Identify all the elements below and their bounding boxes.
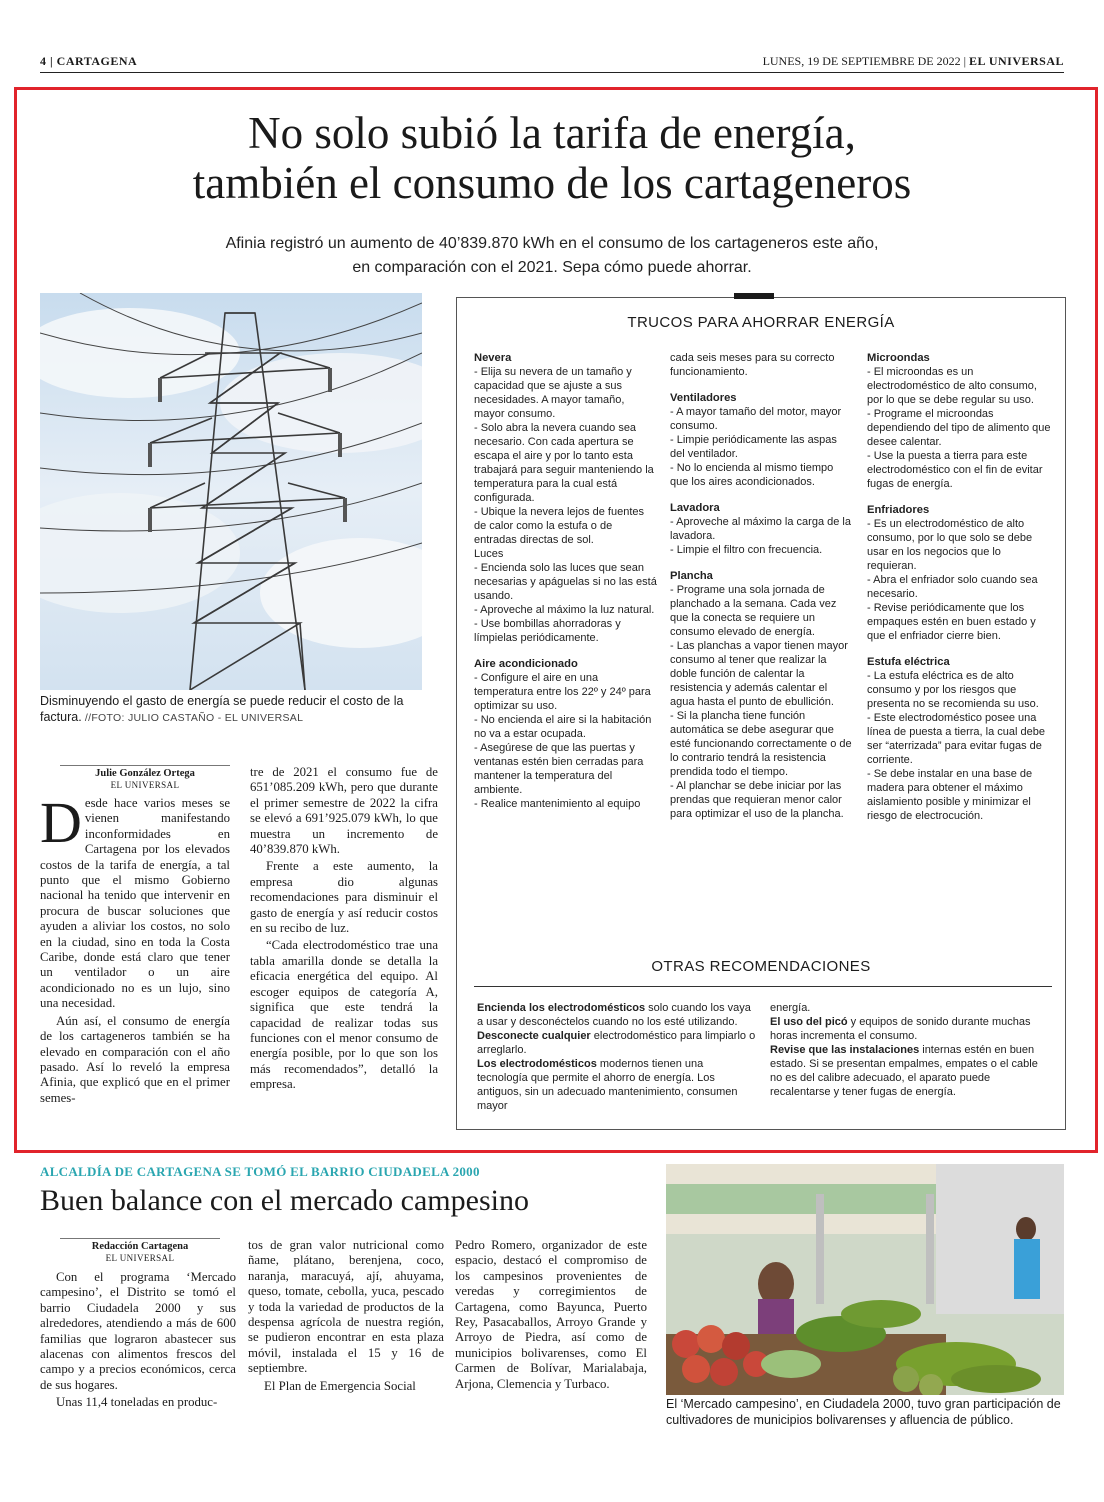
tip-item: - No encienda el aire si la habitación no va a estar ocupada. xyxy=(474,714,652,740)
other-recommendations-title: OTRAS RECOMENDACIONES xyxy=(651,958,871,975)
author-publication: EL UNIVERSAL xyxy=(105,1253,175,1263)
tip-heading: Ventiladores xyxy=(670,392,737,404)
tip-item: - La estufa eléctrica es de alto consumo y por los riesgos que presenta no se recomienda su uso. xyxy=(867,670,1039,710)
power-tower-photo xyxy=(40,293,422,690)
article-paragraph: El Plan de Emergencia Social xyxy=(264,1378,416,1393)
second-article-column-2 xyxy=(248,1238,444,1396)
recommendation-lead: El uso del picó xyxy=(770,1016,848,1028)
tip-item: - Programe una sola jornada de planchado a la semana. Cada vez que la conecta se requiere un consumo elevado de energía. xyxy=(670,584,837,638)
newspaper-name: EL UNIVERSAL xyxy=(968,54,1064,68)
article-paragraph: tre de 2021 el consumo fue de 651’085.209 kWh, pero que durante el primer semestre de 2022 la cifra se elevó a 691’925.079 kWh, lo que muestra un incremento de 40’839.870 kWh. xyxy=(250,765,438,857)
byline-rule xyxy=(60,1238,220,1239)
market-photo-caption: El ‘Mercado campesino’, en Ciudadela 2000, tuvo gran participación de cultivadores de municipios bolivarenses y afluencia de público. xyxy=(666,1397,1061,1427)
deck-line-1: Afinia registró un aumento de 40’839.870 kWh en el consumo de los cartageneros este año, xyxy=(225,235,879,252)
recommendation-lead: Encienda los electrodomésticos xyxy=(477,1002,646,1014)
tip-item: - Encienda solo las luces que sean necesarias y apáguelas si no las está usando. xyxy=(474,562,657,602)
recommendation-lead: Los electrodomésticos xyxy=(477,1058,597,1070)
headline-line-2: también el consumo de los cartageneros xyxy=(192,158,912,208)
article-column-2 xyxy=(250,765,438,1095)
article-paragraph: Pedro Romero, organizador de este espacio, destacó el compromiso de los campesinos provenientes de veredas y corregimientos de Cartagena, como Bayunca, Puerto Rey, Pasacaballos, Arroyo Grande y Arroyo de Piedra, así como de municipios bolivarenses, como El Carmen de Bolívar, Marialabaja, Arjona, Clemencia y Turbaco. xyxy=(455,1238,647,1391)
recommendation-item xyxy=(477,1001,757,1029)
photo-caption xyxy=(40,693,422,726)
byline xyxy=(60,765,230,791)
article-paragraph: Aún así, el consumo de energía de los cartageneros también se ha elevado en comparación con el año pasado. Así lo reveló la empresa Afinia, que explicó que en el primer semes- xyxy=(40,1013,230,1105)
headline-line-1: No solo subió la tarifa de energía, xyxy=(248,108,856,158)
other-recommendations-column-2 xyxy=(770,1001,1050,1099)
author-name: Julie González Ortega xyxy=(95,768,195,779)
deck-line-2: en comparación con el 2021. Sepa cómo puede ahorrar. xyxy=(352,259,752,276)
recommendation-text: modernos tienen una tecnología que permite el ahorro de energía. Los antiguos, sin un adecuado mantenimiento, consumen mayor xyxy=(477,1058,738,1112)
tip-item: - Use bombillas ahorradoras y límpielas periódicamente. xyxy=(474,618,621,644)
paragraph-text: esde hace varios meses se vienen manifestando inconformidades en Cartagena por los elevados costos de la tarifa de energía, a tal punto que el mismo Gobierno nacional ha tenido que intervenir en procura de buscar soluciones que ayuden a aliviar los costos, no solo en la ciudad, sino en toda la Costa Caribe, donde está claro que tener un ventilador o un aire acondicionado no es un lujo, sino una necesidad. xyxy=(40,796,230,1011)
tip-heading: Enfriadores xyxy=(867,504,930,516)
article-paragraph: “Cada electrodoméstico trae una tabla amarilla donde se detalla la eficacia energética del equipo. Al escoger equipos de categoría A, significa que este tendrá la capacidad de realizar todas sus funciones con el menor consumo de energía posible, por lo que son los más recomendados”, detalló la empresa. xyxy=(250,938,438,1092)
article-deck xyxy=(120,232,984,280)
header-date: LUNES, 19 DE SEPTIEMBRE DE 2022 | EL UNIVERSAL xyxy=(762,54,1064,68)
recommendation-item xyxy=(477,1029,757,1057)
byline-rule xyxy=(60,765,230,766)
tip-item: - No lo encienda al mismo tiempo que los aires acondicionados. xyxy=(670,462,834,488)
tip-item: - Limpie el filtro con frecuencia. xyxy=(670,544,823,556)
tip-item: - Es un electrodoméstico de alto consumo, por lo que solo se debe usar en los negocios que lo requieran. xyxy=(867,518,1033,572)
market-photo xyxy=(666,1164,1064,1395)
header-divider xyxy=(40,72,1064,73)
recommendation-text: y equipos de sonido durante muchas horas incrementa el consumo. xyxy=(770,1016,1031,1042)
recommendation-text: internas estén en buen estado. Si se presentan empalmes, empates o el cable no es del calibre adecuado, el aparato puede recalentarse y tener fugas de energía. xyxy=(770,1044,1038,1098)
article-paragraph xyxy=(40,790,230,1012)
article-paragraph: tos de gran valor nutricional como ñame, plátano, berenjena, coco, naranja, maracuyá, ají, ahuyama, queso, tomate, cebolla, yuca, pescado y toda la variedad de productos de la despensa agrícola de nuestra región, se pudieron encontrar en esta plaza móvil, instalada el 15 y 16 de septiembre. xyxy=(248,1238,444,1376)
recommendation-item xyxy=(477,1057,757,1113)
tip-item: cada seis meses para su correcto funcionamiento. xyxy=(670,352,835,378)
tip-item: - A mayor tamaño del motor, mayor consumo. xyxy=(670,406,842,432)
article-paragraph: Frente a este aumento, la empresa dio algunas recomendaciones para disminuir el gasto de energía y así reducir costos en su recibo de luz. xyxy=(250,859,438,936)
tip-heading: Nevera xyxy=(474,352,512,364)
photo-credit: //FOTO: JULIO CASTAÑO - EL UNIVERSAL xyxy=(81,712,304,724)
tips-box-tab xyxy=(734,293,774,299)
recommendation-item xyxy=(770,1001,1050,1015)
tips-column-3 xyxy=(867,351,1051,823)
tip-heading: Microondas xyxy=(867,352,930,364)
main-headline xyxy=(40,108,1064,208)
tip-item: - Configure el aire en una temperatura entre los 22º y 24º para optimizar su uso. xyxy=(474,672,651,712)
tip-item: - Este electrodoméstico posee una línea de puesta a tierra, la cual debe ser “aterrizada” para evitar fugas de corriente. xyxy=(867,712,1045,766)
author-publication: EL UNIVERSAL xyxy=(110,780,180,790)
section-label: 4 | CARTAGENA xyxy=(40,54,138,68)
tip-item: - Aproveche al máximo la luz natural. xyxy=(474,604,655,616)
drop-cap: D xyxy=(40,790,82,855)
tip-item: - Limpie periódicamente las aspas del ventilador. xyxy=(670,434,837,460)
tip-heading: Estufa eléctrica xyxy=(867,656,950,668)
recommendation-text: energía. xyxy=(770,1002,811,1014)
tip-item: - Se debe instalar en una base de madera para obtener el máximo aislamiento posible y minimizar el riesgo de electrocución. xyxy=(867,768,1033,822)
tip-item: - Programe el microondas dependiendo del tipo de alimento que desee calentar. xyxy=(867,408,1051,448)
publication-date: LUNES, 19 DE SEPTIEMBRE DE 2022 xyxy=(762,54,961,68)
recommendation-lead: Revise que las instalaciones xyxy=(770,1044,920,1056)
tip-item: - Abra el enfriador solo cuando sea necesario. xyxy=(867,574,1038,600)
tip-item: - Asegúrese de que las puertas y ventanas estén bien cerradas para mantener la temperatura del ambiente. xyxy=(474,742,644,796)
tip-item: - Ubique la nevera lejos de fuentes de calor como la estufa o de entradas directas de sol. xyxy=(474,506,644,546)
tip-item: - Aproveche al máximo la carga de la lavadora. xyxy=(670,516,851,542)
tips-column-2 xyxy=(670,351,854,821)
recommendation-lead: Desconecte cualquier xyxy=(477,1030,591,1042)
tip-item: - Revise periódicamente que los empaques estén en buen estado y que el enfriador cierre bien. xyxy=(867,602,1036,642)
second-byline xyxy=(60,1238,220,1264)
tips-box-title: TRUCOS PARA AHORRAR ENERGÍA xyxy=(627,314,895,331)
recommendation-item xyxy=(770,1015,1050,1043)
tip-item: - El microondas es un electrodoméstico de alto consumo, por lo que se debe regular su uso. xyxy=(867,366,1037,406)
tip-heading: Plancha xyxy=(670,570,713,582)
second-article-column-3 xyxy=(455,1238,647,1394)
tip-item: - Si la plancha tiene función automática se debe asegurar que esté funcionando correctamente o de lo contrario tendrá la resistencia prendida todo el tiempo. xyxy=(670,710,852,778)
tip-item: - Al planchar se debe iniciar por las prendas que requieran menor calor para optimizar el uso de la plancha. xyxy=(670,780,844,820)
caption-text: Disminuyendo el gasto de energía se puede reducir el costo de la factura. xyxy=(40,694,404,724)
article-paragraph: Unas 11,4 toneladas en produc- xyxy=(56,1395,218,1410)
page-header xyxy=(40,54,1064,72)
tip-item: - Realice mantenimiento al equipo xyxy=(474,798,641,810)
tip-item: - Elija su nevera de un tamaño y capacidad que se ajuste a sus necesidades. A mayor tamaño, mayor consumo. xyxy=(474,366,632,420)
tip-item: Luces xyxy=(474,548,504,560)
recommendation-item xyxy=(770,1043,1050,1099)
page-number: 4 xyxy=(40,54,47,68)
other-recommendations-rule xyxy=(474,986,1052,987)
tip-item: - Solo abra la nevera cuando sea necesario. Con cada apertura se escapa el aire y por lo tanto esta trabajará para seguir manteniendo la temperatura para la cual está configurada. xyxy=(474,422,654,504)
second-article-headline: Buen balance con el mercado campesino xyxy=(40,1184,529,1217)
power-tower-illustration xyxy=(40,293,422,690)
author-name: Redacción Cartagena xyxy=(91,1241,189,1252)
article-column-1 xyxy=(40,790,230,1108)
second-article-kicker: ALCALDÍA DE CARTAGENA SE TOMÓ EL BARRIO CIUDADELA 2000 xyxy=(40,1164,480,1179)
tip-heading: Aire acondicionado xyxy=(474,658,578,670)
second-article-column-1 xyxy=(40,1270,236,1413)
market-illustration xyxy=(666,1164,1064,1395)
section-name: CARTAGENA xyxy=(56,54,138,68)
tips-column-1 xyxy=(474,351,658,811)
tip-item: - Use la puesta a tierra para este electrodoméstico con el fin de evitar fugas de energía. xyxy=(867,450,1043,490)
recommendation-text: solo cuando los vaya a usar y desconéctelos cuando no los esté utilizando. xyxy=(477,1002,751,1028)
tip-item: - Las planchas a vapor tienen mayor consumo al tener que realizar la doble función de calentar la resistencia y además calentar el agua hasta el punto de ebullición. xyxy=(670,640,848,708)
article-paragraph: Con el programa ‘Mercado campesino’, el Distrito se tomó el barrio Ciudadela 2000 y sus alrededores, atendiendo a más de 600 familias que lograron abastecer sus alacenas con alimentos frescos del campo y a precios económicos, cerca de sus hogares. xyxy=(40,1270,236,1392)
tip-heading: Lavadora xyxy=(670,502,720,514)
other-recommendations-column-1 xyxy=(477,1001,757,1113)
recommendation-text: electrodoméstico para limpiarlo o arreglarlo. xyxy=(477,1030,756,1056)
